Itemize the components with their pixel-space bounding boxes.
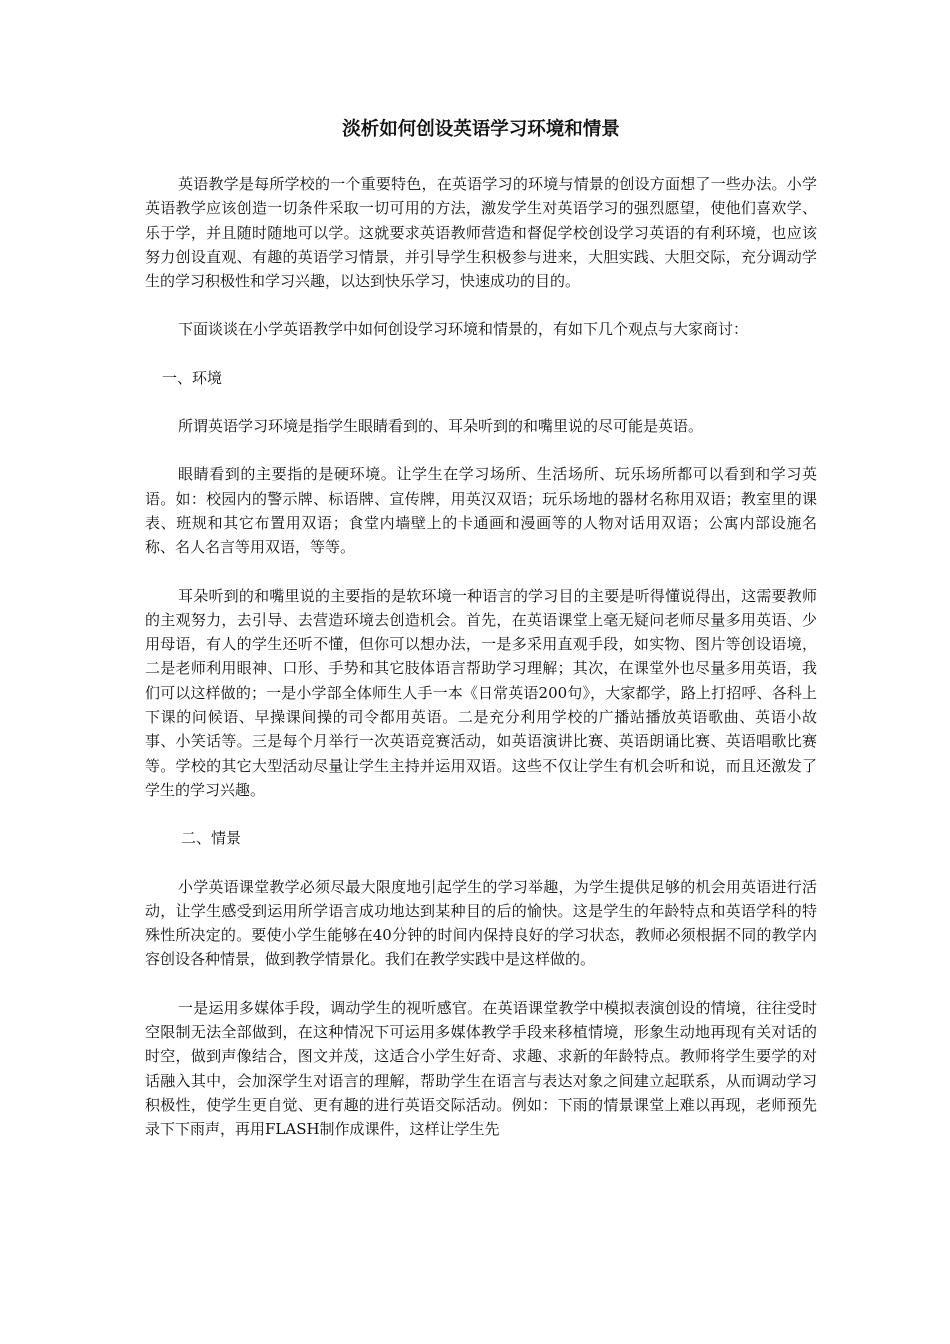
section-heading-scenario: 二、情景 — [181, 829, 242, 848]
overview-paragraph: 下面谈谈在小学英语教学中如何创设学习环境和情景的，有如下几个观点与大家商讨： — [178, 320, 749, 339]
environment-definition-paragraph: 所谓英语学习环境是指学生眼睛看到的、耳朵听到的和嘴里说的尽可能是英语。 — [178, 417, 704, 436]
hard-environment-paragraph: 眼睛看到的主要指的是硬环境。让学生在学习场所、生活场所、玩乐场所都可以看到和学习英语。如：校园内的警示牌、标语牌、宣传牌，用英汉双语；玩乐场地的器材名称用双语；教室里的课表、班规和其它布置用双语；食堂内墙壁上的卡通画和漫画等的人物对话用双语；公寓内部设施名称、名人名言等用双语，等等。 — [145, 465, 817, 557]
multimedia-paragraph: 一是运用多媒体手段，调动学生的视听感官。在英语课堂教学中模拟表演创设的情境，往往受时空限制无法全部做到，在这种情况下可运用多媒体教学手段来移植情境，形象生动地再现有关对话的时空，做到声像结合，图文并茂，这适合小学生好奇、求趣、求新的年龄特点。教师将学生要学的对话融入其中，会加深学生对语言的理解，帮助学生在语言与表达对象之间建立起联系，从而调动学习积极性，使学生更自觉、更有趣的进行英语交际活动。例如：下雨的情景课堂上难以再现，老师预先录下下雨声，再用FLASH制作成课件，这样让学生先 — [145, 998, 817, 1139]
document-title: 淡析如何创设英语学习环境和情景 — [342, 119, 620, 140]
scenario-intro-paragraph: 小学英语课堂教学必须尽最大限度地引起学生的学习举趣，为学生提供足够的机会用英语进行活动，让学生感受到运用所学语言成功地达到某种目的后的愉快。这是学生的年龄特点和英语学科的特殊性所决定的。要使小学生能够在40分钟的时间内保持良好的学习状态，教师必须根据不同的教学内容创设各种情景，做到教学情景化。我们在教学实践中是这样做的。 — [145, 877, 817, 969]
intro-paragraph: 英语教学是每所学校的一个重要特色，在英语学习的环境与情景的创设方面想了一些办法。小学英语教学应该创造一切条件采取一切可用的方法，激发学生对英语学习的强烈愿望，使他们喜欢学、乐于学，并且随时随地可以学。这就要求英语教师营造和督促学校创设学习英语的有利环境，也应该努力创设直观、有趣的英语学习情景，并引导学生积极参与进来，大胆实践、大胆交际，充分调动学生的学习积极性和学习兴趣，以达到快乐学习，快速成功的目的。 — [145, 175, 817, 291]
document-page — [145, 118, 817, 1166]
soft-environment-paragraph: 耳朵听到的和嘴里说的主要指的是软环境一种语言的学习目的主要是听得懂说得出，这需要教师的主观努力，去引导、去营造环境去创造机会。首先，在英语课堂上毫无疑问老师尽量多用英语、少用母语，有人的学生还听不懂，但你可以想办法，一是多采用直观手段，如实物、图片等创设语境，二是老师利用眼神、口形、手势和其它肢体语言帮助学习理解；其次，在课堂外也尽量多用英语，我们可以这样做的；一是小学部全体师生人手一本《日常英语200句》，大家都学，路上打招呼、各科上下课的问候语、早操课间操的司令都用英语。二是充分利用学校的广播站播放英语歌曲、英语小故事、小笑话等。三是每个月举行一次英语竞赛活动，如英语演讲比赛、英语朗诵比赛、英语唱歌比赛等。学校的其它大型活动尽量让学生主持并运用双语。这些不仅让学生有机会听和说，而且还激发了学生的学习兴趣。 — [145, 586, 817, 799]
section-heading-environment: 一、环境 — [162, 368, 223, 387]
